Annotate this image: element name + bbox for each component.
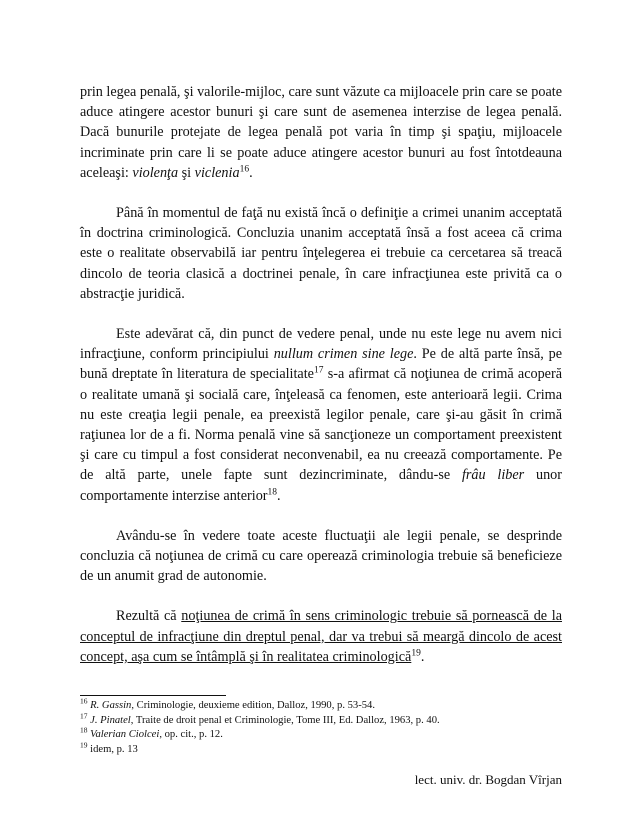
footnote-text: , Criminologie, deuxieme edition, Dalloz, 1990, p. 53-54.	[131, 700, 375, 711]
footnote-ref[interactable]: 17	[313, 365, 324, 376]
text-run: Rezultă că	[116, 608, 182, 625]
text-run: s-a afirmat că noţiunea de crimă acoperă o realitate umană şi socială care, înţeleasă ca fenomen, este anterioară legii. Crima nu este creaţia legii penale, ea preexistă legilor penale, care şi-au găsit în crimă raţiunea lor de a fi. Norma penală vine să sancţioneze un comportament preexistent şi care cu timpul a fost considerat neconvenabil, ea nu creează comportamente. Pe de altă parte, unele fapte sunt dezincriminate, dându-se	[80, 366, 563, 484]
footnote-number: 18	[80, 725, 88, 735]
footnote-number: 19	[80, 740, 88, 750]
text-run: Este adevărat că, din punct de vedere penal, unde nu este lege nu avem nici infracţiune, conform principiului	[80, 326, 562, 363]
paragraph-3	[80, 324, 562, 506]
footnote-author: J. Pinatel	[90, 714, 131, 726]
footnote-ref[interactable]: 16	[239, 164, 250, 175]
text-run: unor comportamente interzise anterior	[80, 467, 562, 504]
paragraph-1	[80, 82, 562, 183]
paragraph-5	[80, 606, 562, 667]
italic-term: viclenia	[194, 164, 240, 181]
footnote-ref[interactable]: 18	[267, 486, 278, 497]
footnote-17	[80, 711, 562, 729]
text-run: .	[277, 487, 281, 504]
footnote-text: , op. cit., p. 12.	[159, 729, 223, 741]
underlined-text: noţiunea de crimă în sens criminologic trebuie să pornească de la conceptul de infracţiune din dreptul penal, dar va trebui să meargă dincolo de acest concept, aşa cum se întâmplă şi în realitatea criminologică	[80, 608, 562, 665]
italic-term: nullum crimen sine lege	[273, 346, 414, 363]
footnote-number: 16	[80, 696, 88, 706]
text-run: şi	[178, 164, 195, 181]
footnote-19	[80, 740, 562, 758]
footnote-number: 17	[80, 711, 88, 721]
text-run: .	[420, 648, 425, 665]
paragraph-2: Până în momentul de faţă nu există încă o definiţie a crimei unanim acceptată în doctrina criminologică. Concluzia unanim acceptată însă a fost aceea că crima este o realitate observabilă iar pentru înţelegerea ei trebuie ca cercetarea să treacă dincolo de teoria clasică a doctrinei penale, în care infracţiunea este privită ca o abstracţie juridică.	[80, 205, 562, 302]
body-text	[80, 82, 562, 687]
text-run: .	[249, 164, 253, 181]
footnote-author: R. Gassin	[90, 700, 132, 711]
footnote-text: , Traite de droit penal et Criminologie, Tome III, Ed. Dalloz, 1963, p. 40.	[130, 714, 440, 726]
italic-term: frâu liber	[461, 467, 525, 484]
footnote-16	[80, 696, 562, 714]
footnote-author: Valerian Ciolcei	[90, 729, 160, 741]
text-run: . Pe de altă parte însă, pe bună dreptate în literatura de specialitate	[80, 346, 562, 383]
footnote-ref[interactable]: 19	[411, 648, 421, 659]
footnote-text: idem, p. 13	[90, 743, 138, 755]
text-run: prin legea penală, şi valorile-mijloc, care sunt văzute ca mijloacele prin care se poate aduce atingere acestor bunuri şi care sunt de asemenea interzise de legea penală. Dacă bunurile protejate de legea penală pot varia în timp şi spaţiu, mijloacele incriminate prin care li se poate aduce atingere acestor bunuri au fost întotdeauna aceleaşi:	[80, 84, 562, 181]
italic-term: violenţa	[132, 164, 179, 181]
page-footer: lect. univ. dr. Bogdan Vîrjan	[414, 772, 562, 787]
footnotes	[80, 696, 562, 757]
footnote-separator	[80, 695, 226, 696]
paragraph-4: Avându-se în vedere toate aceste fluctuaţii ale legii penale, se desprinde concluzia că noţiunea de crimă cu care operează criminologia trebuie să beneficieze de un anumit grad de autonomie.	[80, 527, 562, 585]
footnote-18	[80, 725, 562, 743]
